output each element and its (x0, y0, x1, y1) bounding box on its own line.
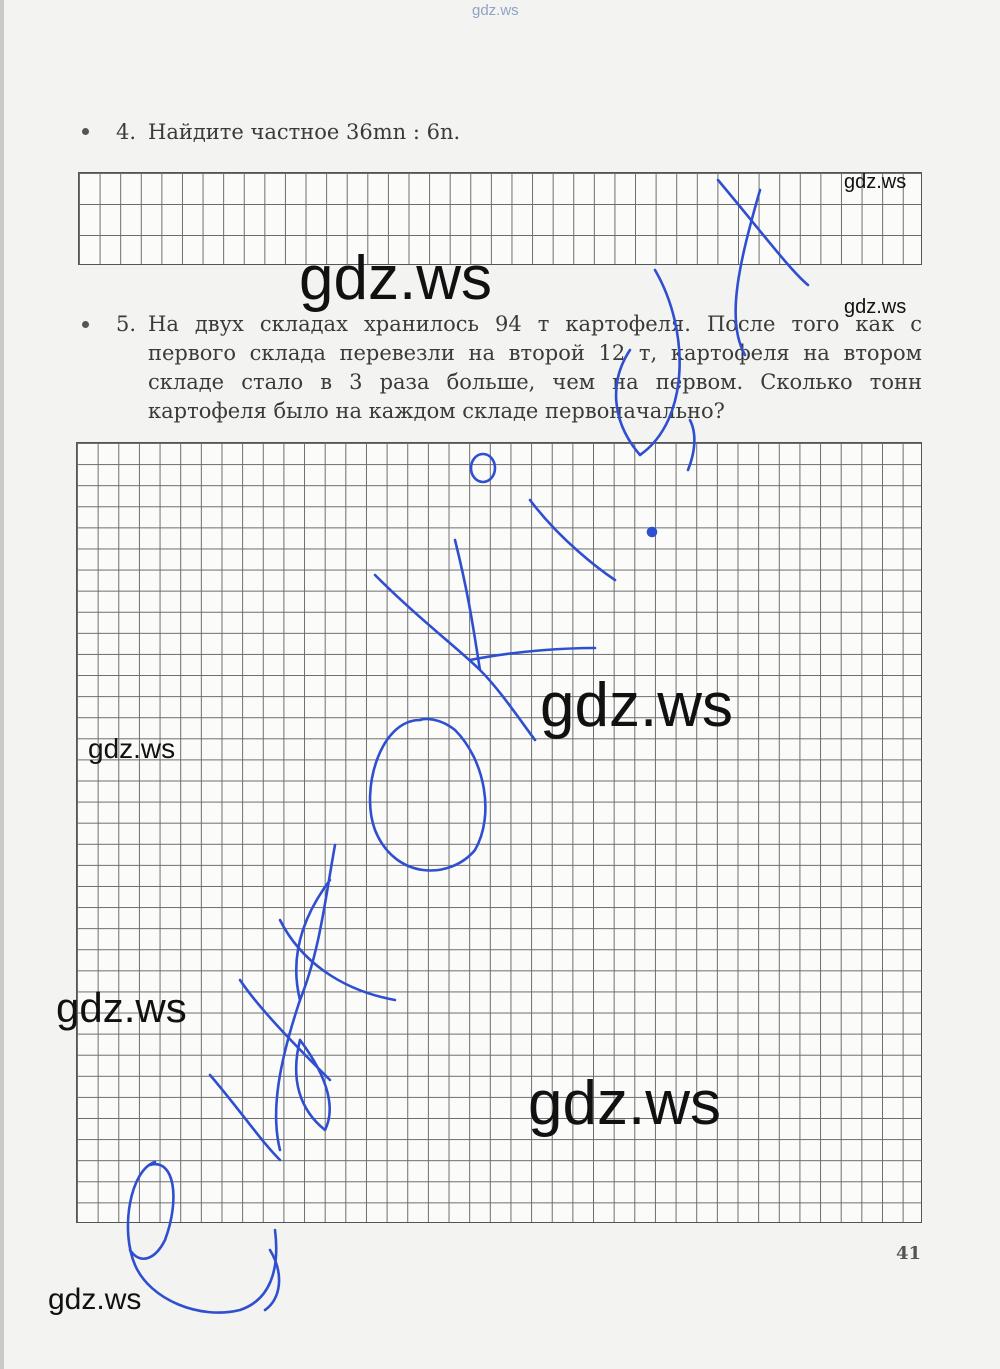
watermark: gdz.ws (56, 984, 187, 1031)
watermark: gdz.ws (88, 733, 176, 764)
watermark: gdz.ws (299, 244, 492, 313)
task-4-number: 4. (116, 120, 137, 144)
watermark: gdz.ws (540, 671, 733, 740)
task-5-number: 5. (116, 312, 137, 336)
watermark: gdz.ws (528, 1069, 721, 1138)
task-4-text: Найдите частное 36mn : 6n. (148, 120, 461, 144)
watermark: gdz.ws (48, 1283, 142, 1316)
page-number: 41 (896, 1243, 922, 1264)
watermark: gdz.ws (844, 171, 907, 193)
site-mark: gdz.ws (472, 2, 519, 19)
watermark: gdz.ws (844, 296, 907, 318)
task-5-text: На двух складах хранилось 94 т картофеля. После того как с первого склада перевезли на второй 12 т, картофеля на втором складе стало в 3 раза больше, чем на первом. Сколько тонн картофеля было на каждом складе первоначально? (148, 312, 922, 423)
